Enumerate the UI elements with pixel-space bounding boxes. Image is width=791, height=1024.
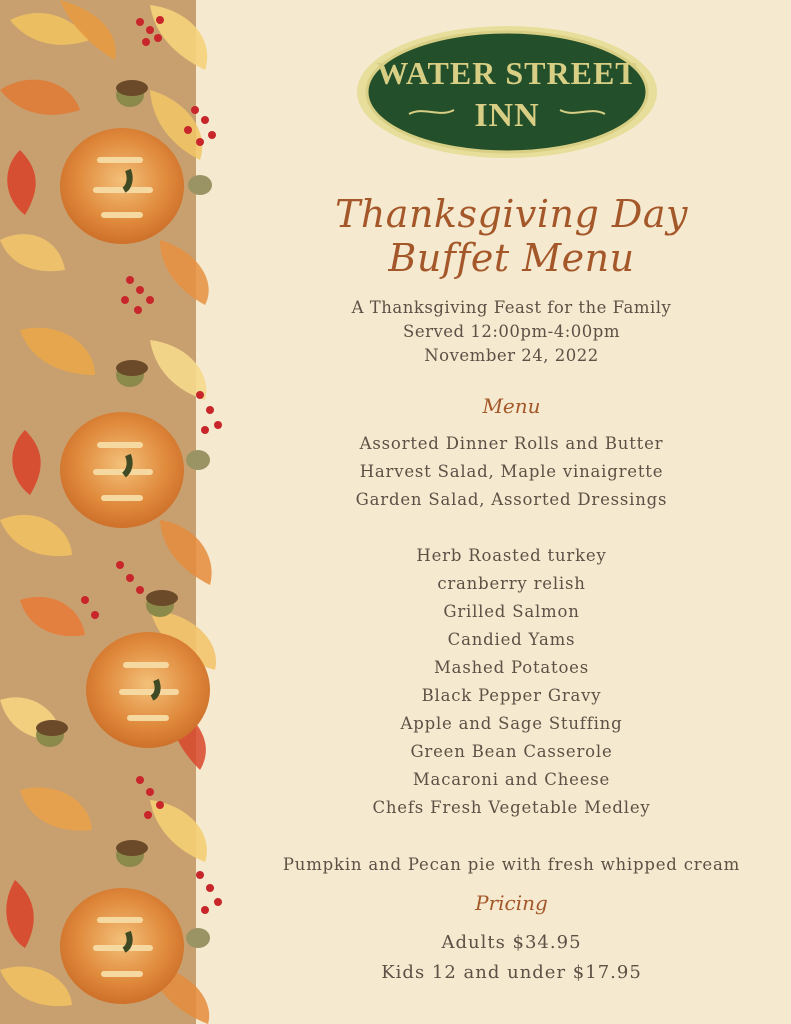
menu-item: Apple and Sage Stuffing	[400, 714, 623, 733]
menu-item: Grilled Salmon	[443, 602, 580, 621]
menu-item: Garden Salad, Assorted Dressings	[355, 490, 668, 509]
autumn-leaves-pumpkins-illustration	[0, 0, 222, 1024]
menu-item: Black Pepper Gravy	[421, 686, 602, 705]
menu-item: Green Bean Casserole	[410, 742, 613, 761]
water-street-inn-logo	[354, 22, 660, 162]
logo-line2: INN	[474, 97, 540, 134]
page-title-line1: Thanksgiving Day	[334, 192, 689, 236]
dessert-item: Pumpkin and Pecan pie with fresh whipped cream	[282, 855, 741, 874]
pricing-heading: Pricing	[475, 891, 548, 915]
menu-item: Harvest Salad, Maple vinaigrette	[359, 462, 664, 481]
logo-line1: WATER STREET	[376, 55, 638, 91]
menu-item: Mashed Potatoes	[433, 658, 590, 677]
logo-established: Est. 1890	[489, 141, 525, 151]
page-title-line2: Buffet Menu	[388, 236, 635, 280]
price-adults: Adults $34.95	[441, 932, 582, 953]
menu-item: Chefs Fresh Vegetable Medley	[372, 798, 651, 817]
menu-heading: Menu	[482, 394, 541, 418]
floral-border	[0, 0, 240, 1024]
menu-content	[232, 0, 791, 1024]
menu-item: Candied Yams	[447, 630, 576, 649]
menu-item: cranberry relish	[437, 574, 586, 593]
menu-item: Macaroni and Cheese	[412, 770, 611, 789]
menu-item: Assorted Dinner Rolls and Butter	[359, 434, 664, 453]
subtitle-line: November 24, 2022	[424, 346, 599, 365]
subtitle-line: Served 12:00pm-4:00pm	[403, 322, 620, 341]
subtitle-line: A Thanksgiving Feast for the Family	[351, 298, 672, 317]
menu-item: Herb Roasted turkey	[416, 546, 607, 565]
price-kids: Kids 12 and under $17.95	[381, 962, 642, 983]
